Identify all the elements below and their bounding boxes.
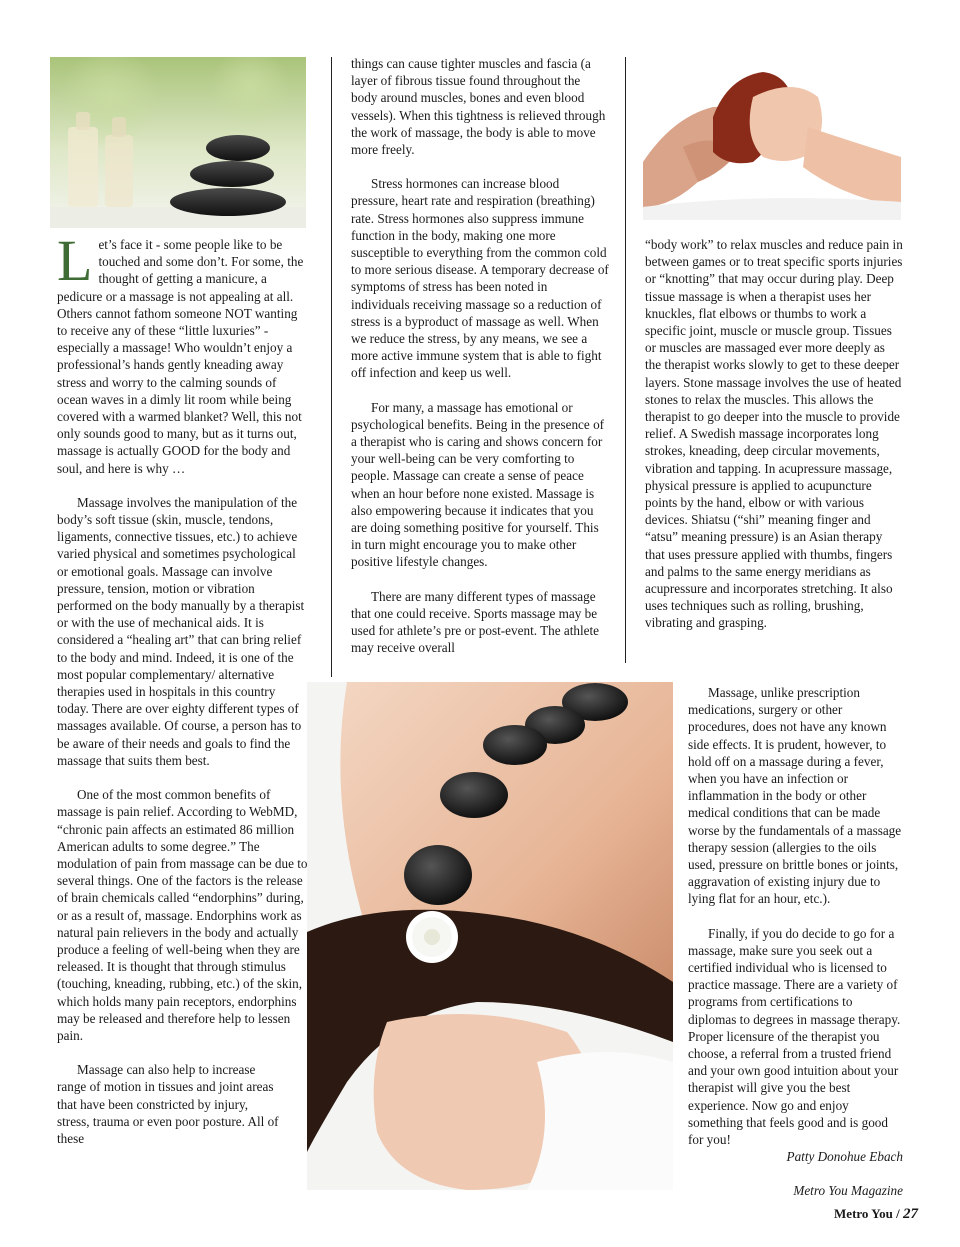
publication-name: Metro You Magazine bbox=[793, 1183, 903, 1199]
author-name: Patty Donohue Ebach bbox=[786, 1149, 903, 1165]
paragraph-finally: Finally, if you do decide to go for a massage, make sure you seek out a certified individual who is licensed to practice massage. There are a variety of programs from certifications to diplomas to degrees in massage therapy. Proper licensure of the therapist you choose, a referral from a trusted friend and your own good intuition about your therapist will give you the best experience. Now go and enjoy something that feels good and is good for you! bbox=[688, 925, 901, 1148]
paragraph-side-effects: Massage, unlike prescription medications, surgery or other procedures, does not have any known side effects. It is prudent, however, to hold off on a massage during a fever, when you have an infection or inflammation in the body or other medical conditions that can be made worse by the fundamentals of a massage therapy session (allergies to the oils used, pressure on brittle bones or joints, aggravation of existing injury due to lying flat for an hour, etc.). bbox=[688, 685, 902, 907]
page-footer bbox=[834, 1206, 918, 1223]
article-column-1 bbox=[57, 228, 310, 1164]
footer-magazine-name: Metro You / bbox=[834, 1206, 900, 1221]
column-rule-left bbox=[331, 57, 332, 677]
intro-paragraph bbox=[57, 228, 310, 477]
page-number: 27 bbox=[903, 1206, 918, 1222]
paragraph-stress-hormones: Stress hormones can increase blood pressure, heart rate and respiration (breathing) rate. Stress hormones also suppress immune function in the body, making one more susceptible to everything from the common cold to more serious disease. A temporary decrease of symptoms of stress has been noted in individuals receiving massage so a reduction of stress is a byproduct of massage as well. When we reduce the stress, by any means, we see a more active immune system that is able to fight off infection and keep us well. bbox=[351, 176, 609, 381]
paragraph-massage-definition: Massage involves the manipulation of the body’s soft tissue (skin, muscle, tendons, ligaments, connective tissues, etc.) to achieve varied physical and sometimes psychological or emotional goals. Massage can involve pressure, tension, motion or vibration performed on the body manually by a therapist or with the use of mechanical aids. It is considered a “healing art” that can bring relief to the body and mind. Indeed, it is one of the most popular complementary/ alternative therapies used in hospitals in this country today. There are over eighty different types of massages available. Of course, a person has to be aware of their needs and goals to find the massage that suits them best. bbox=[57, 494, 305, 768]
column-rule-right bbox=[625, 57, 626, 663]
intro-text: et’s face it - some people like to be touched and some don’t. For some, the thought of getting a manicure, a pedicure or a massage is not appealing at all. Others cannot fathom someone NOT wanting to receive any of these “little luxuries” - especially a massage! Who wouldn’t enjoy a professional’s hands gently kneading away stress and worry to the calming sounds of ocean waves in a dimly lit room while being covered with a warmed blanket? Well, this not only sounds good to many, but as it turns out, massage is actually GOOD for the body and soul, and here is why … bbox=[57, 237, 304, 476]
article-column-2 bbox=[351, 55, 609, 674]
paragraph-range-of-motion: Massage can also help to increase range of motion in tissues and joint areas that have been constricted by injury, stress, trauma or even poor posture. All of these bbox=[57, 1062, 279, 1146]
paragraph-pain-relief: One of the most common benefits of massage is pain relief. According to WebMD, “chronic pain affects an estimated 86 million American adults to some degree.” The modulation of pain from massage can be due to several things. One of the factors is the release of brain chemicals called “endorphins” during, or as a result of, massage. Endorphins work as natural pain relievers in the body and actually produce a feeling of well-being when they are released. It is thought that through stimulus (touching, kneading, rubbing, etc.) of the skin, which holds many pain receptors, endorphins may be released and therefore help to lessen pain. bbox=[57, 787, 308, 1043]
paragraph-massage-types-detail: “body work” to relax muscles and reduce pain in between games or to treat specific sports injuries or “knotting” that may occur during play. Deep tissue massage is when a therapist uses her knuckles, flat elbows or thumbs to work a specific joint, muscle or muscle group. Tissues or muscles are massaged ever more deeply as the therapist works slowly to get to these deeper layers. Stone massage involves the use of heated stones to relax the muscles. This allows the therapist to go deeper into the muscle to provide relief. A Swedish massage incorporates long strokes, kneading, deep circular movements, vibration and tapping. In acupressure massage, physical pressure is applied to acupuncture points by the hand, elbow or with various devices. Shiatsu (“shi” meaning finger and “atsu” meaning pressure) is an Asian therapy that uses pressure applied with thumbs, fingers and palms to the same energy meridians as acupressure and incorporates stretching. It also uses techniques such as rolling, brushing, vibrating and grasping. bbox=[645, 237, 903, 631]
article-column-3 bbox=[645, 236, 903, 649]
head-massage-photo bbox=[643, 57, 901, 220]
drop-cap: L bbox=[57, 228, 93, 293]
paragraph-fascia: things can cause tighter muscles and fascia (a layer of fibrous tissue found throughout the body around muscles, bones and even blood vessels). When this tightness is relieved through the work of massage, the body is able to move more freely. bbox=[351, 56, 606, 158]
article-column-4 bbox=[688, 684, 903, 1217]
spa-stones-photo bbox=[50, 57, 306, 228]
paragraph-types-of-massage: There are many different types of massage that one could receive. Sports massage may be used for athlete’s pre or post-event. The athlete may receive overall bbox=[351, 588, 600, 656]
paragraph-emotional-benefits: For many, a massage has emotional or psychological benefits. Being in the presence of a therapist who is caring and shows concern for your well-being can be very comforting to people. Massage can create a sense of peace when an hour before none existed. Massage is also empowering because it indicates that you are doing something positive for yourself. This in turn might encourage you to make other positive lifestyle changes. bbox=[351, 399, 605, 570]
hot-stone-massage-photo bbox=[307, 682, 673, 1190]
